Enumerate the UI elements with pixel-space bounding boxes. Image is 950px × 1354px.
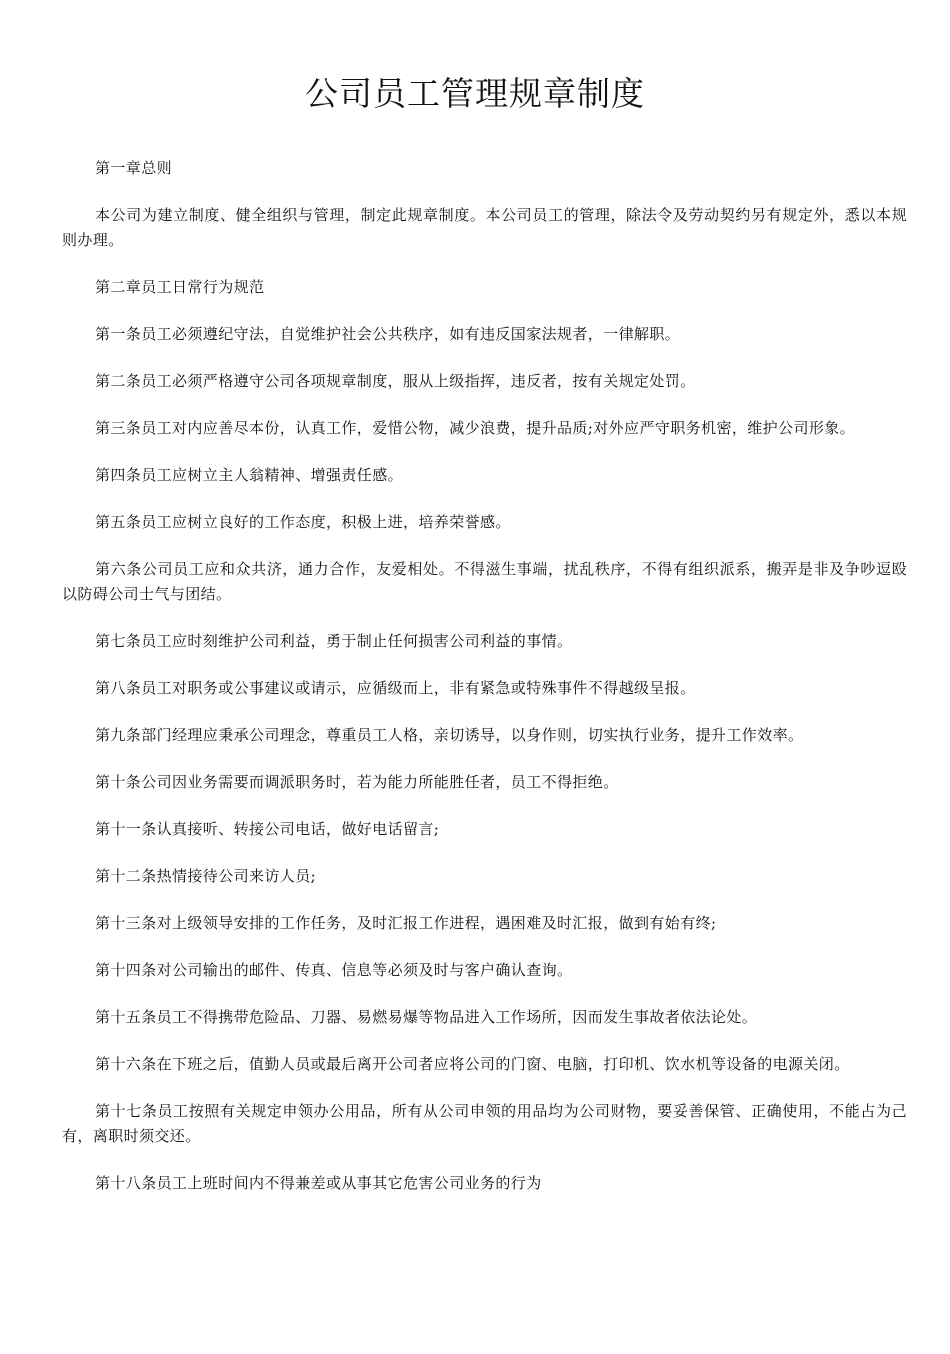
article-paragraph: 第十五条员工不得携带危险品、刀器、易燃易爆等物品进入工作场所，因而发生事故者依法论处。 [95, 1008, 758, 1026]
article-paragraph: 第五条员工应树立良好的工作态度，积极上进，培养荣誉感。 [95, 513, 511, 531]
article-paragraph: 第十一条认真接听、转接公司电话，做好电话留言; [95, 820, 440, 838]
article-paragraph: 第十八条员工上班时间内不得兼差或从事其它危害公司业务的行为 [95, 1174, 542, 1192]
chapter-heading: 第二章员工日常行为规范 [95, 278, 265, 296]
document-title: 公司员工管理规章制度 [305, 74, 645, 113]
article-paragraph: 第七条员工应时刻维护公司利益，勇于制止任何损害公司利益的事情。 [95, 632, 573, 650]
article-paragraph: 第十二条热情接待公司来访人员; [95, 867, 317, 885]
article-paragraph: 第四条员工应树立主人翁精神、增强责任感。 [95, 466, 404, 484]
article-paragraph: 第十六条在下班之后，值勤人员或最后离开公司者应将公司的门窗、电脑，打印机、饮水机等设备的电源关闭。 [95, 1055, 850, 1073]
article-paragraph: 第十四条对公司输出的邮件、传真、信息等必须及时与客户确认查询。 [95, 961, 573, 979]
article-paragraph: 第二条员工必须严格遵守公司各项规章制度，服从上级指挥，违反者，按有关规定处罚。 [95, 372, 696, 390]
article-paragraph: 第十三条对上级领导安排的工作任务，及时汇报工作进程，遇困难及时汇报，做到有始有终; [95, 914, 717, 932]
article-paragraph: 第三条员工对内应善尽本份，认真工作，爱惜公物，减少浪费，提升品质;对外应严守职务机密，维护公司形象。 [95, 419, 856, 437]
article-paragraph: 第十七条员工按照有关规定申领办公用品，所有从公司申领的用品均为公司财物，要妥善保管、正确使用，不能占为己有，离职时须交还。 [62, 1102, 907, 1145]
article-paragraph: 第十条公司因业务需要而调派职务时，若为能力所能胜任者，员工不得拒绝。 [95, 773, 619, 791]
paragraph: 本公司为建立制度、健全组织与管理，制定此规章制度。本公司员工的管理，除法令及劳动契约另有规定外，悉以本规则办理。 [62, 206, 907, 249]
article-paragraph: 第九条部门经理应秉承公司理念，尊重员工人格，亲切诱导，以身作则，切实执行业务，提升工作效率。 [95, 726, 804, 744]
article-paragraph: 第八条员工对职务或公事建议或请示，应循级而上，非有紧急或特殊事件不得越级呈报。 [95, 679, 696, 697]
chapter-heading: 第一章总则 [95, 159, 173, 177]
article-paragraph: 第一条员工必须遵纪守法，自觉维护社会公共秩序，如有违反国家法规者，一律解职。 [95, 325, 681, 343]
article-paragraph: 第六条公司员工应和众共济，通力合作，友爱相处。不得滋生事端，扰乱秩序，不得有组织派系，搬弄是非及争吵逗殴以防碍公司士气与团结。 [62, 560, 907, 603]
document-body [62, 156, 907, 1218]
